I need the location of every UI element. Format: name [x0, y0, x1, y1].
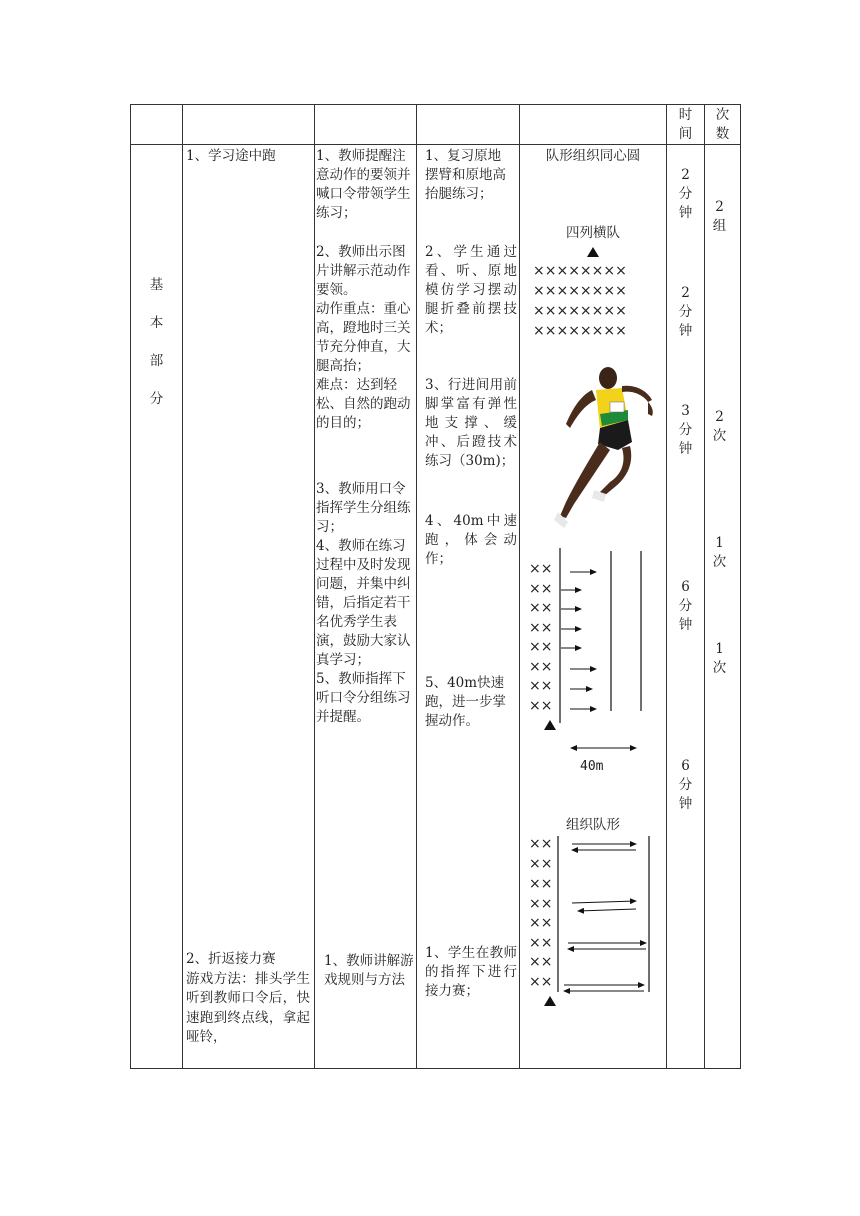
time-5: 6 分 钟	[678, 758, 693, 812]
sprinter-image	[554, 367, 653, 528]
lane-mark: ××	[529, 659, 553, 675]
org-title: 队形组织同心圆	[545, 148, 641, 164]
time-2: 2 分 钟	[678, 285, 693, 339]
lane-mark: ××	[529, 639, 553, 655]
lane-mark: ××	[529, 561, 553, 577]
relay-arrows	[564, 844, 646, 991]
student-step-5: 5、40m快速跑，进一步掌握动作。	[425, 675, 506, 729]
time-1: 2 分 钟	[678, 167, 693, 221]
formation-row-2: ××××××××	[533, 283, 627, 299]
relay-mark: ××	[529, 836, 553, 852]
formation-row-4: ××××××××	[533, 323, 627, 339]
lane-mark: ××	[529, 600, 553, 616]
count-4: 1 次	[712, 641, 727, 676]
teacher-triangle-icon	[587, 247, 599, 257]
distance-label: 40m	[580, 759, 604, 774]
student-step-3: 3、行进间用前脚掌富有弹性地支撑、缓冲、后蹬技术练习（30m)；	[425, 377, 517, 469]
relay-mark: ××	[529, 876, 553, 892]
relay-mark: ××	[529, 896, 553, 912]
time-4: 6 分 钟	[678, 579, 693, 633]
lane-mark: ××	[529, 620, 553, 636]
lane-mark: ××	[529, 698, 553, 714]
student-step-4: 4、40m中速跑，体会动作；	[425, 513, 517, 567]
student-game: 1、学生在教师的指挥下进行接力赛；	[425, 945, 517, 999]
lane-arrows	[561, 572, 596, 709]
content-item-1: 1、学习途中跑	[186, 148, 276, 164]
count-3: 1 次	[712, 535, 727, 570]
relay-mark: ××	[529, 856, 553, 872]
student-step-2: 2、学生通过看、听、原地模仿学习摆动腿折叠前摆技术；	[425, 244, 517, 336]
relay-mark: ××	[529, 954, 553, 970]
teacher-step-1: 1、教师提醒注意动作的要领并喊口令带领学生练习；	[316, 148, 411, 221]
content-item-2: 2、折返接力赛 游戏方法：排头学生听到教师口令后，快速跑到终点线，拿起哑铃，	[186, 951, 310, 1045]
relay-mark: ××	[529, 935, 553, 951]
count-1: 2 组	[712, 199, 727, 234]
lane-mark: ××	[529, 581, 553, 597]
teacher-game: 1、教师讲解游戏规则与方法	[324, 953, 414, 988]
relay-title: 组织队形	[566, 817, 620, 833]
teacher-step-3: 3、教师用口令指挥学生分组练习； 4、教师在练习过程中及时发现问题，并集中纠错，后指定若干名优秀学生表演，鼓励大家认真学习； 5、教师指挥下听口令分组练习并提醒。	[316, 481, 411, 725]
teacher-triangle-icon	[544, 996, 556, 1006]
header-time: 时 间	[678, 107, 693, 142]
count-2: 2 次	[712, 409, 727, 444]
formation-row-1: ××××××××	[533, 263, 627, 279]
teacher-triangle-icon	[544, 720, 556, 730]
formation-row-3: ××××××××	[533, 303, 627, 319]
four-rows-label: 四列横队	[566, 225, 620, 241]
header-count: 次 数	[715, 107, 730, 142]
relay-mark: ××	[529, 974, 553, 990]
time-3: 3 分 钟	[678, 403, 693, 457]
relay-mark: ××	[529, 915, 553, 931]
section-label: 基 本 部 分	[149, 277, 164, 407]
teacher-step-2: 2、教师出示图片讲解示范动作要领。 动作重点：重心高，蹬地时三关节充分伸直，大腿高抬； 难点：达到轻松、自然的跑动的目的；	[316, 244, 411, 431]
lane-mark: ××	[529, 678, 553, 694]
student-step-1: 1、复习原地摆臂和原地高抬腿练习；	[425, 148, 506, 202]
